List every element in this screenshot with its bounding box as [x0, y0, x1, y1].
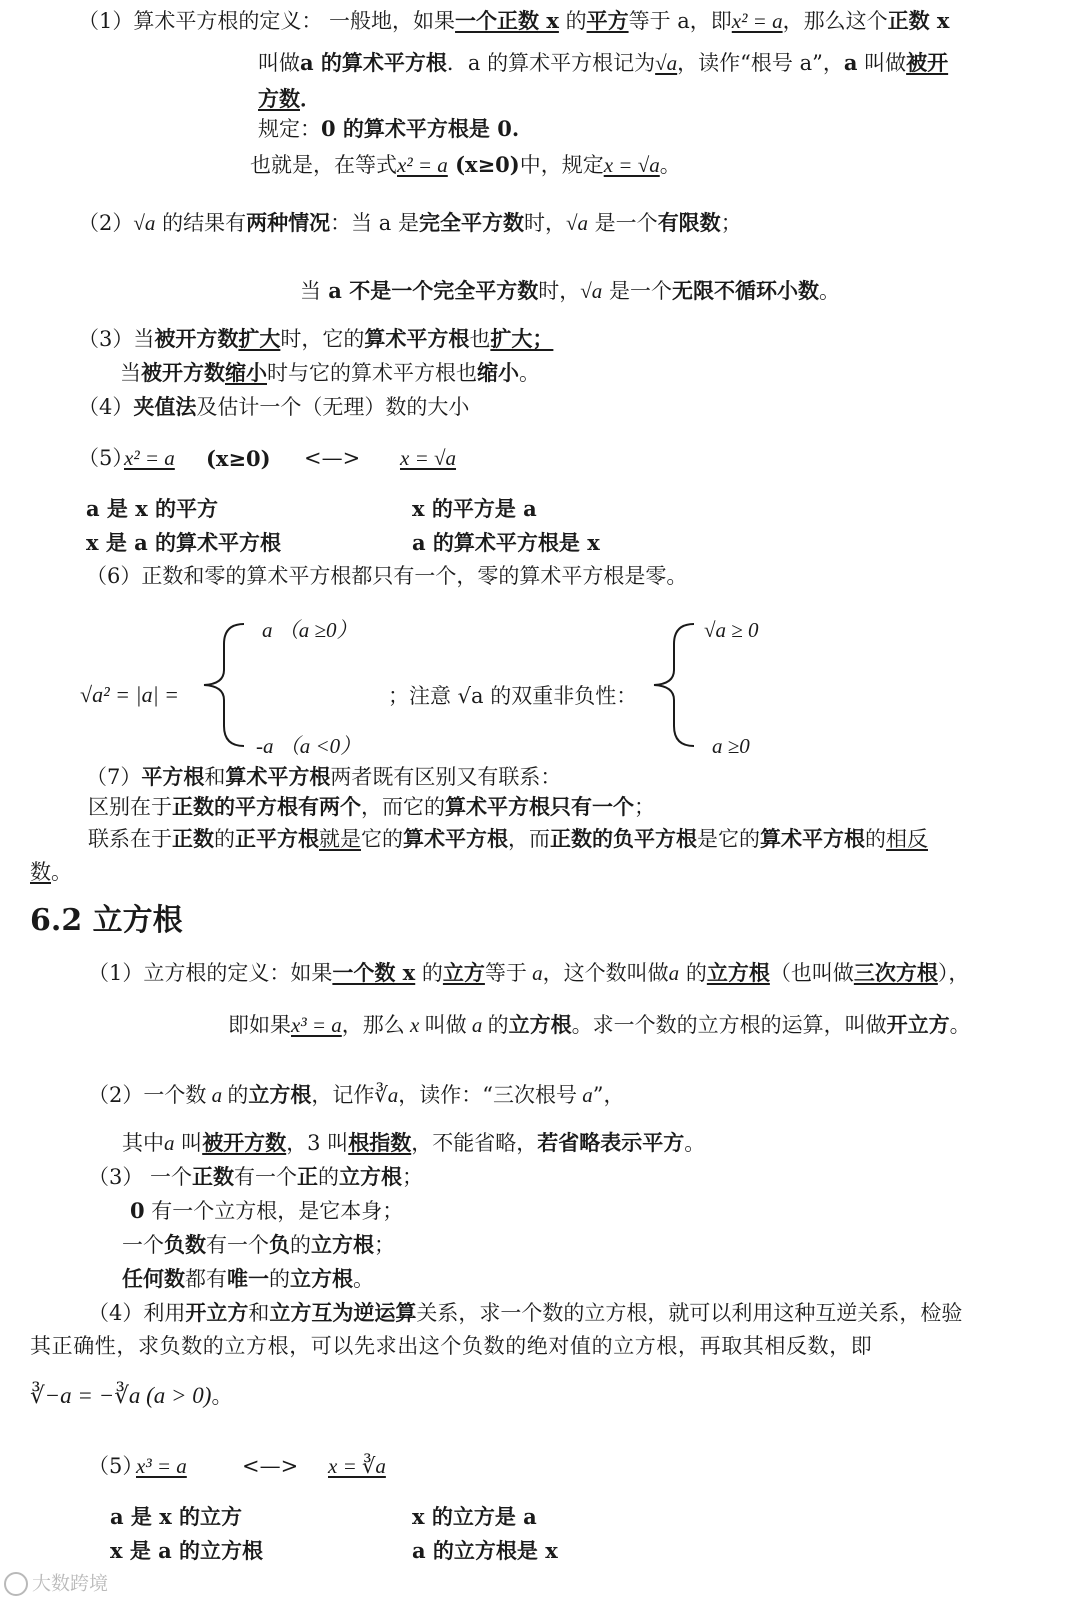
text: 被开方数	[202, 1130, 287, 1155]
text: 一个正数 x	[455, 8, 559, 33]
text: （3） 一个	[88, 1165, 193, 1189]
c1-line2	[228, 1014, 971, 1036]
text: 方数	[258, 86, 300, 111]
text: （4）	[78, 395, 134, 419]
watermark-text: 大数跨境	[32, 1572, 109, 1595]
text: ，读作：“三次根号	[398, 1083, 578, 1107]
formula: a	[164, 1131, 175, 1155]
text: 也就是，在等式	[250, 153, 397, 177]
text: ．a 的算术平方根记为	[446, 51, 656, 75]
text: 开立方	[886, 1012, 950, 1037]
text: 有一个立方根，是它本身；	[144, 1199, 404, 1223]
p7-line1	[86, 766, 561, 788]
text: 正数的平方根有两个	[172, 794, 361, 819]
c3-line3	[122, 1234, 395, 1256]
formula: ∛−a = −∛a (a > 0)	[30, 1383, 212, 1408]
text: 立方	[442, 960, 485, 985]
text: a	[843, 50, 858, 75]
text: 正平方根	[235, 826, 319, 851]
text: 叫	[174, 1131, 203, 1155]
text: 是它的	[697, 827, 760, 851]
formula: a	[526, 961, 543, 985]
text: ；	[634, 795, 655, 819]
text: 都有	[185, 1267, 227, 1291]
watermark	[4, 1572, 108, 1596]
text: 开立方	[185, 1300, 249, 1325]
text: 负数	[164, 1232, 206, 1257]
c4-line2: 其正确性，求负数的立方根，可以先求出这个负数的绝对值的立方根，再取其相反数，即	[30, 1334, 873, 1358]
text: （2）	[78, 211, 134, 235]
text: 和	[204, 765, 226, 789]
text: 等于	[484, 961, 527, 985]
text: ），	[937, 961, 970, 985]
c5-arrow: <—>	[242, 1454, 299, 1478]
text: ，3 叫	[286, 1131, 349, 1155]
text: 叫做	[857, 51, 907, 75]
text: 扩大；	[490, 326, 554, 351]
text: 关系，求一个数的立方根，就可以利用这种互逆关系，检验	[416, 1301, 963, 1325]
c5-eq1: x³ = a	[136, 1454, 187, 1478]
text: （7）	[86, 765, 142, 789]
text: 立方根	[508, 1012, 572, 1037]
formula: √a	[580, 279, 603, 303]
text: ”，	[592, 1083, 625, 1107]
text: ，那么	[341, 1013, 405, 1037]
text: 负	[269, 1232, 290, 1257]
text: 和	[248, 1301, 270, 1325]
p6-nonneg2: a ≥0	[712, 734, 750, 758]
text: 算术平方根	[225, 764, 331, 789]
text: 的	[679, 961, 707, 985]
p5-row2-right: a 的算术平方根是 x	[412, 530, 600, 555]
text: （1）立方根的定义：如果	[88, 961, 333, 985]
text: （4）利用	[88, 1301, 186, 1325]
text: 扩大	[238, 326, 281, 351]
text: （5）	[88, 1454, 144, 1478]
formula: a	[466, 1013, 488, 1037]
formula: √a	[133, 211, 156, 235]
text: 唯一	[227, 1266, 269, 1291]
p3-line2	[120, 362, 540, 384]
text: 等于 a，即	[628, 9, 732, 33]
text: 的	[318, 1165, 340, 1189]
text: 。	[211, 1384, 233, 1408]
text: 叫做	[424, 1013, 467, 1037]
text: 时，	[523, 211, 566, 235]
formula: x	[404, 1013, 425, 1037]
section-heading: 6.2 立方根	[30, 903, 183, 938]
text: 有一个	[206, 1233, 269, 1257]
text: 及估计一个（无理）数的大小	[196, 395, 470, 419]
text: 两种情况	[246, 210, 331, 235]
text: 时，它的	[280, 327, 365, 351]
text: 当	[120, 361, 141, 385]
c3-line4	[122, 1268, 374, 1290]
text: 被开方数	[154, 326, 239, 351]
formula: a	[577, 1083, 593, 1107]
p1-rule	[258, 118, 519, 140]
text: ．	[300, 86, 321, 111]
p5-row2-left: x 是 a 的算术平方根	[86, 530, 282, 555]
p7-line2	[88, 796, 655, 818]
c3-line2	[130, 1200, 403, 1222]
text: （3）当	[78, 327, 155, 351]
text: 正数	[192, 1164, 235, 1189]
text: 。	[949, 1013, 971, 1037]
text: ，这个数叫做	[542, 961, 669, 985]
text: 立方根	[706, 960, 770, 985]
text: ，不能省略，	[411, 1131, 538, 1155]
text: 平方根	[141, 764, 205, 789]
p1-line2	[258, 52, 948, 74]
p6-case1: a （a ≥0）	[262, 618, 358, 642]
c4-line1	[88, 1302, 962, 1324]
text: a 的算术平方根	[300, 50, 447, 75]
p5-eq1: x² = a	[124, 446, 175, 470]
p1-line5	[250, 154, 681, 176]
p6-nonneg1: √a ≥ 0	[704, 618, 759, 642]
text: 时与它的算术平方根也	[267, 361, 477, 385]
formula: ∛a	[374, 1083, 399, 1107]
text: 有一个	[234, 1165, 298, 1189]
c5-eq2: x = ∛a	[328, 1454, 386, 1478]
text: 。	[519, 361, 540, 385]
text: 叫做	[258, 51, 300, 75]
text: ，而它的	[361, 795, 445, 819]
text: 的	[415, 961, 443, 985]
text: 0 的算术平方根是 0.	[321, 116, 520, 141]
text: 算术平方根	[364, 326, 470, 351]
text: 联系在于	[88, 827, 172, 851]
text: 平方	[586, 8, 629, 33]
text: 的	[558, 9, 587, 33]
left-brace-icon	[198, 620, 250, 750]
text: （也叫做	[769, 961, 854, 985]
text: 。求一个数的立方根的运算，叫做	[571, 1013, 887, 1037]
formula: √a	[565, 211, 588, 235]
c5-row1-right: x 的立方是 a	[412, 1504, 537, 1529]
p5-arrow: <—>	[304, 446, 361, 470]
formula: x = √a	[603, 153, 660, 177]
text: 中，规定	[519, 153, 604, 177]
formula: x² = a	[397, 153, 448, 177]
text: 的	[290, 1233, 311, 1257]
text: 的结果有	[155, 211, 247, 235]
text: （2）一个数	[88, 1083, 207, 1107]
p6-lhs: √a² = |a| =	[80, 682, 179, 707]
text: 被开	[906, 50, 949, 75]
text: 就是	[319, 827, 361, 851]
c2-line1	[88, 1084, 625, 1106]
text: 的	[227, 1083, 249, 1107]
text: 是一个	[602, 279, 672, 303]
text: 相反	[886, 827, 928, 851]
text: ，而	[508, 827, 550, 851]
c2-line2	[122, 1132, 705, 1154]
text: 算术平方根	[403, 826, 508, 851]
c3-line1	[88, 1166, 423, 1188]
c1-line1	[88, 962, 969, 984]
text: 0	[130, 1198, 145, 1223]
formula: x³ = a	[291, 1013, 342, 1037]
text: （1）算术平方根的定义： 一般地，如果	[78, 9, 456, 33]
text: ，那么这个	[782, 9, 888, 33]
text: 三次方根	[853, 960, 938, 985]
p5-row1-right: x 的平方是 a	[412, 496, 537, 521]
text: ，记作	[311, 1083, 375, 1107]
text: 一个数 x	[332, 960, 416, 985]
text: 其中	[122, 1131, 164, 1155]
text: 一个	[122, 1233, 164, 1257]
text: 。	[51, 860, 72, 884]
c4-line3	[30, 1384, 232, 1407]
p7-line3	[88, 828, 928, 850]
text: ；	[720, 211, 742, 235]
text: 正数	[172, 826, 214, 851]
text: 它的	[361, 827, 403, 851]
c5-row2-right: a 的立方根是 x	[412, 1538, 558, 1563]
text: 算术平方根只有一个	[445, 794, 634, 819]
p1-line3	[258, 88, 321, 110]
text: 立方根	[311, 1232, 374, 1257]
text: 数	[30, 860, 51, 884]
text: 也	[469, 327, 491, 351]
p7-line4	[30, 862, 72, 883]
text: 夹值法	[133, 394, 197, 419]
text: 有限数	[657, 210, 721, 235]
p2-line1	[78, 212, 742, 234]
formula: a	[206, 1083, 228, 1107]
text: 正	[297, 1164, 319, 1189]
text: 。	[684, 1131, 706, 1155]
text: 被开方数	[141, 360, 225, 385]
text: 的	[269, 1267, 290, 1291]
right-brace-icon	[648, 620, 700, 750]
text: 。	[659, 153, 681, 177]
text: ，读作“根号 a”，	[677, 51, 844, 75]
p1-line1	[78, 10, 949, 32]
p6-note: ；注意 √a 的双重非负性：	[388, 684, 638, 708]
text: 立方根	[339, 1164, 403, 1189]
text: a 不是一个完全平方数	[321, 278, 539, 303]
text: 时，	[538, 279, 581, 303]
p5-cond: (x≥0)	[206, 446, 271, 471]
c5-row1-left: a 是 x 的立方	[110, 1504, 243, 1529]
p2-line2	[300, 280, 840, 302]
formula: x² = a	[731, 9, 783, 33]
formula: √a	[655, 51, 678, 75]
p4-line	[78, 396, 469, 418]
text: 正数的负平方根	[550, 826, 697, 851]
text: 立方根	[290, 1266, 353, 1291]
text: 当	[300, 279, 321, 303]
text: 缩小	[477, 360, 519, 385]
p3-line1	[78, 328, 553, 350]
p6-line: （6）正数和零的算术平方根都只有一个，零的算术平方根是零。	[86, 564, 688, 588]
c5-row2-left: x 是 a 的立方根	[110, 1538, 264, 1563]
text: 的	[487, 1013, 509, 1037]
watermark-logo-icon	[4, 1572, 28, 1596]
p6-case2: -a （a <0）	[256, 734, 362, 758]
text: 立方互为逆运算	[269, 1300, 417, 1325]
text: 的	[214, 827, 235, 851]
text: 算术平方根	[760, 826, 865, 851]
text: 根指数	[348, 1130, 412, 1155]
text: 规定：	[258, 117, 321, 141]
text: 即如果	[228, 1013, 291, 1037]
text: 任何数	[122, 1266, 185, 1291]
text: 。	[353, 1267, 374, 1291]
text: 的	[865, 827, 886, 851]
text: (x≥0)	[447, 152, 520, 177]
text: ；	[402, 1165, 424, 1189]
text: 完全平方数	[418, 210, 524, 235]
text: 两者既有区别又有联系：	[330, 765, 562, 789]
text: 立方根	[248, 1082, 312, 1107]
text: 若省略表示平方	[537, 1130, 685, 1155]
text: 区别在于	[88, 795, 172, 819]
formula: a	[668, 961, 680, 985]
p5-eq2: x = √a	[400, 446, 457, 470]
p5-row1-left: a 是 x 的平方	[86, 496, 219, 521]
text: （5）	[78, 446, 134, 470]
text: ；	[374, 1233, 395, 1257]
text: 无限不循环小数	[671, 278, 819, 303]
text: 缩小	[225, 360, 267, 385]
text: ：当 a 是	[330, 211, 419, 235]
text: 正数 x	[887, 8, 950, 33]
text: 。	[818, 279, 840, 303]
text: 是一个	[588, 211, 658, 235]
